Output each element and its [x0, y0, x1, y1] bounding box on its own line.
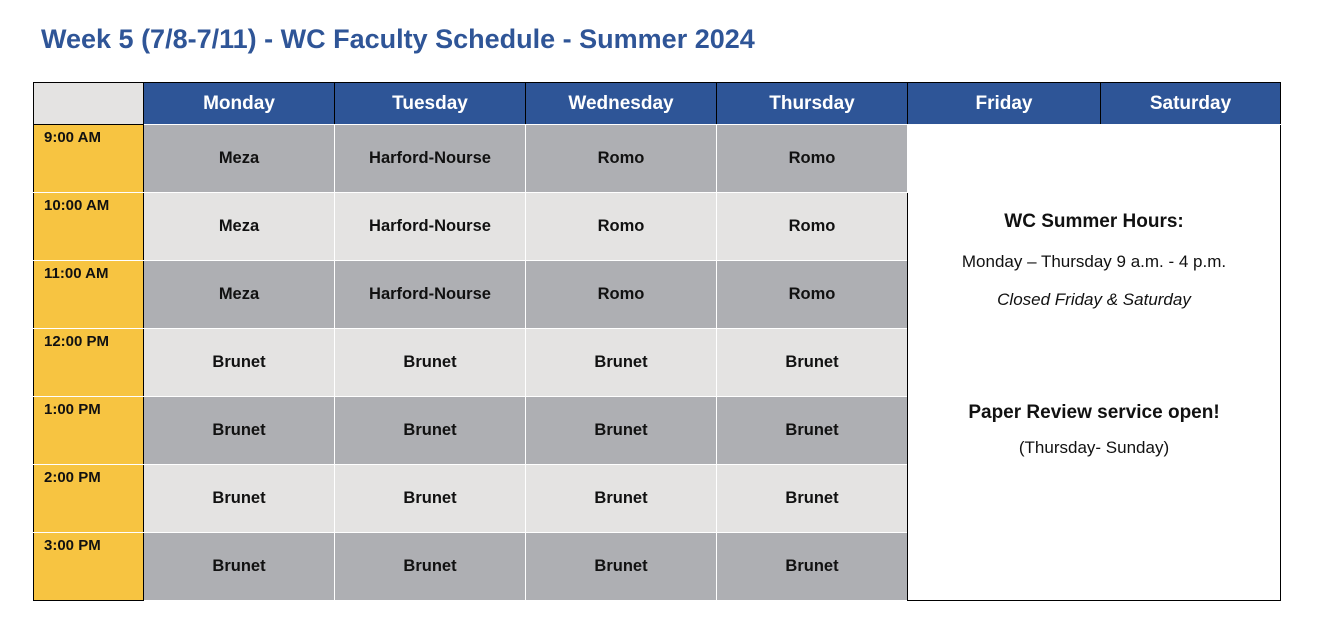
schedule-cell: Meza	[144, 193, 335, 261]
schedule-cell: Brunet	[717, 465, 908, 533]
schedule-cell: Romo	[717, 193, 908, 261]
info-panel	[908, 125, 1281, 601]
header-row	[34, 83, 1281, 125]
schedule-cell: Brunet	[526, 533, 717, 601]
schedule-cell: Meza	[144, 125, 335, 193]
day-header-friday: Friday	[908, 83, 1101, 125]
paper-review-days: (Thursday- Sunday)	[1018, 437, 1170, 457]
schedule-cell: Meza	[144, 261, 335, 329]
corner-cell	[34, 83, 144, 125]
schedule-cell: Romo	[717, 261, 908, 329]
schedule-cell: Brunet	[335, 533, 526, 601]
day-header-thursday: Thursday	[717, 83, 908, 125]
schedule-cell: Brunet	[144, 465, 335, 533]
day-header-tuesday: Tuesday	[335, 83, 526, 125]
schedule-cell: Brunet	[526, 397, 717, 465]
schedule-cell: Brunet	[144, 397, 335, 465]
closed-days-line: Closed Friday & Saturday	[997, 289, 1191, 309]
time-label: 2:00 PM	[34, 465, 144, 533]
schedule-cell: Brunet	[717, 397, 908, 465]
paper-review-heading: Paper Review service open!	[968, 401, 1220, 423]
summer-hours-line: Monday – Thursday 9 a.m. - 4 p.m.	[961, 251, 1227, 271]
time-label: 12:00 PM	[34, 329, 144, 397]
schedule-cell: Brunet	[335, 465, 526, 533]
schedule-cell: Brunet	[526, 329, 717, 397]
day-header-wednesday: Wednesday	[526, 83, 717, 125]
summer-hours-heading: WC Summer Hours:	[1004, 210, 1184, 232]
table-row	[34, 125, 1281, 193]
schedule-cell: Harford-Nourse	[335, 193, 526, 261]
time-label: 3:00 PM	[34, 533, 144, 601]
time-label: 11:00 AM	[34, 261, 144, 329]
schedule-cell: Brunet	[717, 329, 908, 397]
schedule-cell: Brunet	[717, 533, 908, 601]
schedule-cell: Romo	[526, 193, 717, 261]
schedule-cell: Harford-Nourse	[335, 125, 526, 193]
schedule-cell: Brunet	[526, 465, 717, 533]
schedule-cell: Harford-Nourse	[335, 261, 526, 329]
schedule-cell: Romo	[526, 125, 717, 193]
schedule-cell: Brunet	[144, 329, 335, 397]
schedule-cell: Romo	[717, 125, 908, 193]
schedule-cell: Romo	[526, 261, 717, 329]
day-header-monday: Monday	[144, 83, 335, 125]
schedule-cell: Brunet	[335, 397, 526, 465]
schedule-cell: Brunet	[144, 533, 335, 601]
schedule-cell: Brunet	[335, 329, 526, 397]
day-header-saturday: Saturday	[1101, 83, 1281, 125]
time-label: 10:00 AM	[34, 193, 144, 261]
page-title: Week 5 (7/8-7/11) - WC Faculty Schedule - Summer 2024	[41, 24, 755, 54]
time-label: 9:00 AM	[34, 125, 144, 193]
time-label: 1:00 PM	[34, 397, 144, 465]
schedule-table	[33, 82, 1281, 601]
